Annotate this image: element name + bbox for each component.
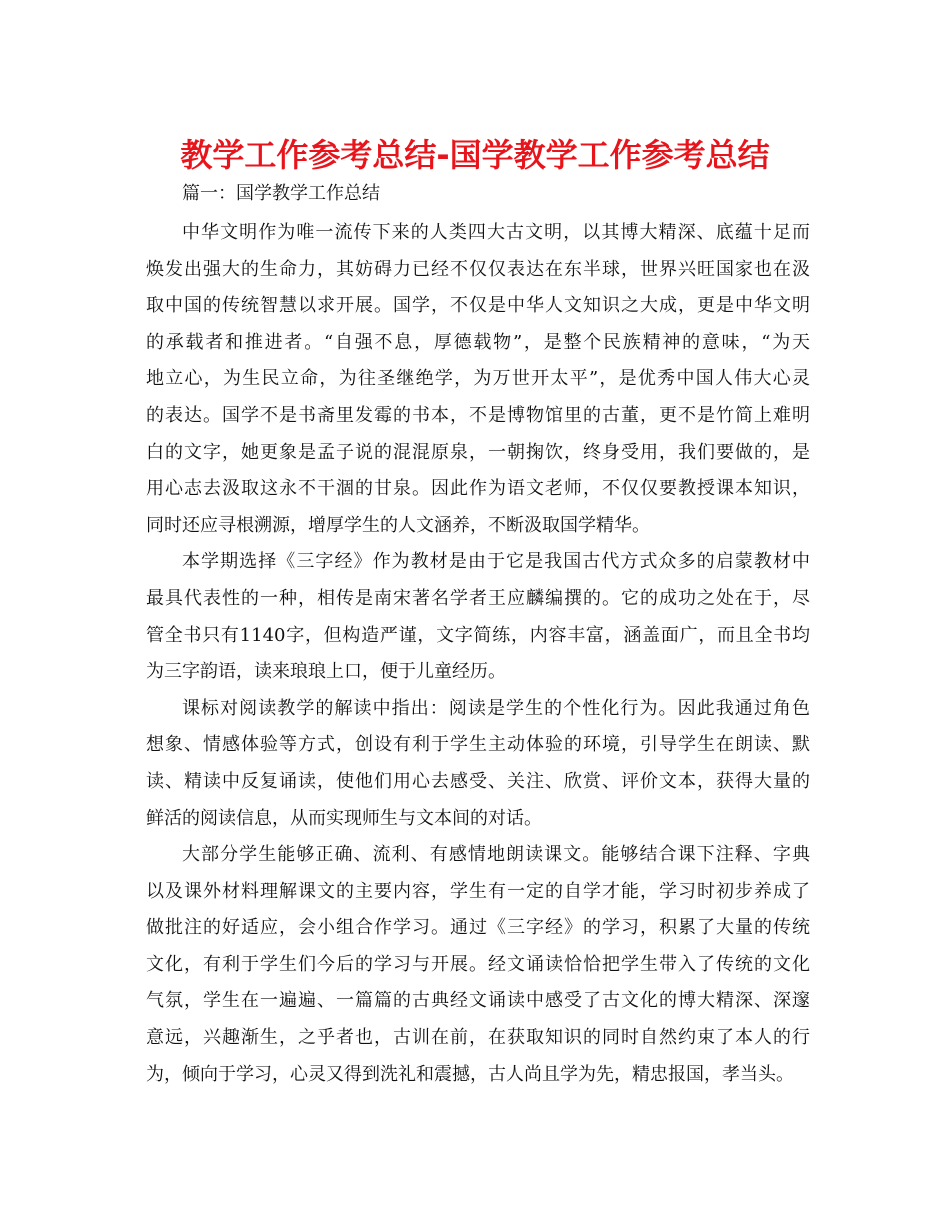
paragraph-line: 想象、情感体验等方式，创设有利于学生主动体验的环境，引导学生在朗读、默	[146, 734, 810, 756]
paragraph-line: 同时还应寻根溯源，增厚学生的人文涵养，不断汲取国学精华。	[146, 514, 650, 536]
paragraph-line: 焕发出强大的生命力，其妨碍力已经不仅仅表达在东半球，世界兴旺国家也在汲	[146, 258, 810, 280]
paragraph-line: 地立心，为生民立命，为往圣继绝学，为万世开太平”，是优秀中国人伟大心灵	[146, 368, 810, 390]
paragraph-line: 管全书只有1140字，但构造严谨，文字简练，内容丰富，涵盖面广，而且全书均	[146, 624, 810, 646]
paragraph-line: 意远，兴趣渐生，之乎者也，古训在前，在获取知识的同时自然约束了本人的行	[146, 1027, 810, 1049]
paragraph-list	[146, 215, 810, 1093]
paragraph-line: 本学期选择《三字经》作为教材是由于它是我国古代方式众多的启蒙教材中	[182, 551, 810, 573]
paragraph-line: 做批注的好适应，会小组合作学习。通过《三字经》的学习，积累了大量的传统	[146, 917, 810, 939]
paragraph-line: 以及课外材料理解课文的主要内容，学生有一定的自学才能，学习时初步养成了	[146, 880, 810, 902]
paragraph-line: 读、精读中反复诵读，使他们用心去感受、关注、欣赏、评价文本，获得大量的	[146, 770, 810, 792]
paragraph-line: 为，倾向于学习，心灵又得到洗礼和震撼，古人尚且学为先，精忠报国，孝当头。	[146, 1063, 794, 1085]
paragraph-line: 用心志去汲取这永不干涸的甘泉。因此作为语文老师，不仅仅要教授课本知识，	[146, 478, 810, 500]
document-body	[146, 180, 810, 1093]
paragraph	[146, 215, 810, 544]
paragraph-line: 的承载者和推进者。“自强不息，厚德载物”，是整个民族精神的意味，“为天	[146, 331, 810, 353]
paragraph-line: 取中国的传统智慧以求开展。国学，不仅是中华人文知识之大成，更是中华文明	[146, 295, 810, 317]
paragraph	[146, 691, 810, 837]
paragraph	[146, 544, 810, 690]
paragraph-line: 鲜活的阅读信息，从而实现师生与文本间的对话。	[146, 807, 542, 829]
section-subheading: 篇一：国学教学工作总结	[182, 183, 380, 204]
paragraph-line: 气氛，学生在一遍遍、一篇篇的古典经文诵读中感受了古文化的博大精深、深邃	[146, 990, 810, 1012]
paragraph-line: 白的文字，她更象是孟子说的混混原泉，一朝掬饮，终身受用，我们要做的，是	[146, 441, 810, 463]
paragraph-line: 中华文明作为唯一流传下来的人类四大古文明，以其博大精深、底蕴十足而	[182, 222, 810, 243]
paragraph	[146, 837, 810, 1093]
paragraph-line: 课标对阅读教学的解读中指出：阅读是学生的个性化行为。因此我通过角色	[182, 697, 810, 719]
paragraph-line: 的表达。国学不是书斋里发霉的书本，不是博物馆里的古董，更不是竹简上难明	[146, 404, 810, 426]
document-title: 教学工作参考总结-国学教学工作参考总结	[180, 136, 770, 174]
paragraph-line: 最具代表性的一种，相传是南宋著名学者王应麟编撰的。它的成功之处在于，尽	[146, 587, 810, 609]
paragraph-line: 为三字韵语，读来琅琅上口，便于儿童经历。	[146, 661, 506, 683]
paragraph-line: 大部分学生能够正确、流利、有感情地朗读课文。能够结合课下注释、字典	[182, 844, 810, 866]
paragraph-line: 文化，有利于学生们今后的学习与开展。经文诵读恰恰把学生带入了传统的文化	[146, 953, 810, 975]
